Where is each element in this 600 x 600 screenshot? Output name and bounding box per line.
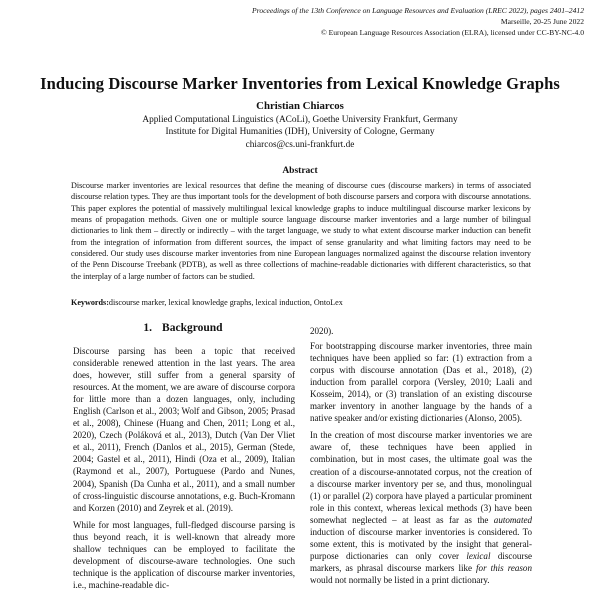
affiliations (0, 114, 600, 151)
author-name: Christian Chiarcos (256, 100, 344, 112)
paragraph: 2020). (310, 326, 334, 336)
paper-title: Inducing Discourse Marker Inventories from Lexical Knowledge Graphs (40, 74, 560, 93)
text-run: would not normally be listed in a print dictionary. (310, 574, 490, 585)
keywords-text: discourse marker, lexical knowledge graphs, lexical induction, OntoLex (108, 298, 343, 307)
text-run: In the creation of most discourse marker inventories we are aware of, these techniques have been applied in combination, but in most cases, the ultimate goal was the creation of a discourse-annotated corpus, not the creation of a discourse marker inventory per se, and thus, monolingual (1) or parallel (2) corpora have played a particular prominent role in this context, whereas lexical methods (3) have been somewhat neglected – at least as far as the (310, 430, 532, 525)
paragraph (310, 429, 532, 586)
emphasis: automated (493, 514, 532, 525)
right-column (310, 325, 532, 600)
section-number: 1. (143, 322, 153, 334)
author-email: chiarcos@cs.uni-frankfurt.de (245, 139, 355, 150)
left-column (73, 345, 295, 600)
affiliation-2: Institute for Digital Humanities (IDH), University of Cologne, Germany (165, 127, 435, 138)
keywords (71, 298, 531, 307)
abstract-text: Discourse marker inventories are lexical resources that define the meaning of discourse cues (discourse markers) in terms of associated discourse relation types. They are thus important tools for the development of both discourse parsers and corpora with discourse annotations. This paper explores the potential of massively multilingual lexical knowledge graphs to induce multilingual discourse marker lexicons by means of propagation methods. Given one or multiple source language discourse marker inventories and a large number of bilingual dictionaries to link them – directly or indirectly – with the target language, we study to what extent discourse marker induction can benefit from the integration of information from different sources, the impact of sense granularity and what limiting factors may need to be considered. Our study uses discourse marker inventories from nine European languages normalized against the discourse relation inventory of the Penn Discourse Treebank (PDTB), as well as three collections of machine-readable dictionaries with different characteristics, so that the interplay of a large number of factors can be studied. (71, 181, 531, 281)
venue-line: Marseille, 20-25 June 2022 (500, 17, 584, 26)
proceedings-line: Proceedings of the 13th Conference on Language Resources and Evaluation (LREC 2022), pages 2401–2412 (252, 6, 584, 15)
abstract-heading: Abstract (282, 166, 318, 176)
proceedings-header (144, 5, 584, 38)
emphasis: lexical (466, 550, 491, 561)
paragraph: Discourse parsing has been a topic that received considerable renewed attention in the last years. The area does, however, still suffer from a general sparsity of resources. At the moment, we are aware of discourse corpora for little more than a dozen languages, only, including English (Carlson et al., 2003; Wolf and Gibson, 2005; Prasad et al., 2008), Chinese (Huang and Chen, 2011; Long et al., 2020), Czech (Poláková et al., 2013), Dutch (Van Der Vliet et al., 2011), French (Danlos et al., 2015), German (Stede, 2004; Gastel et al., 2011), Hindi (Oza et al., 2009), Italian (Raymond et al., 2007), Portuguese (Pardo and Nunes, 2004), Spanish (Da Cunha et al., 2011), and a small number of cross-linguistic discourse annotations, e.g. Buch-Kromann and Korzen (2010) and Zeyrek et al. (2019). (73, 346, 295, 513)
affiliation-1: Applied Computational Linguistics (ACoLi), Goethe University Frankfurt, Germany (142, 115, 458, 125)
emphasis: for this reason (476, 562, 532, 573)
license-line: © European Language Resources Association (ELRA), licensed under CC-BY-NC-4.0 (320, 28, 584, 37)
text-run: discourse markers, as phrasal discourse markers like (310, 550, 532, 573)
text-run: induction of discourse marker inventories is considered. To some extent, this is motivated by the insight that general-purpose dictionaries can only cover (310, 526, 532, 561)
section-title: Background (162, 322, 223, 334)
paragraph: For bootstrapping discourse marker inventories, three main techniques have been applied so far: (1) extraction from a corpus with discourse annotation (Das et al., 2018), (2) induction from parallel corpora (Versley, 2010; Laali and Kosseim, 2014), or (3) translation of an existing discourse marker inventory in another language by the hands of a native speaker and/or existing dictionaries (Alonso, 2005). (310, 341, 532, 424)
keywords-label: Keywords: (71, 298, 109, 307)
section-heading (73, 322, 293, 334)
paragraph: While for most languages, full-fledged discourse parsing is thus beyond reach, it is well-known that already more shallow techniques can be employed to facilitate the development of discourse-aware technologies. One such technique is the application of discourse marker inventories, i.e., machine-readable dic- (73, 519, 295, 590)
